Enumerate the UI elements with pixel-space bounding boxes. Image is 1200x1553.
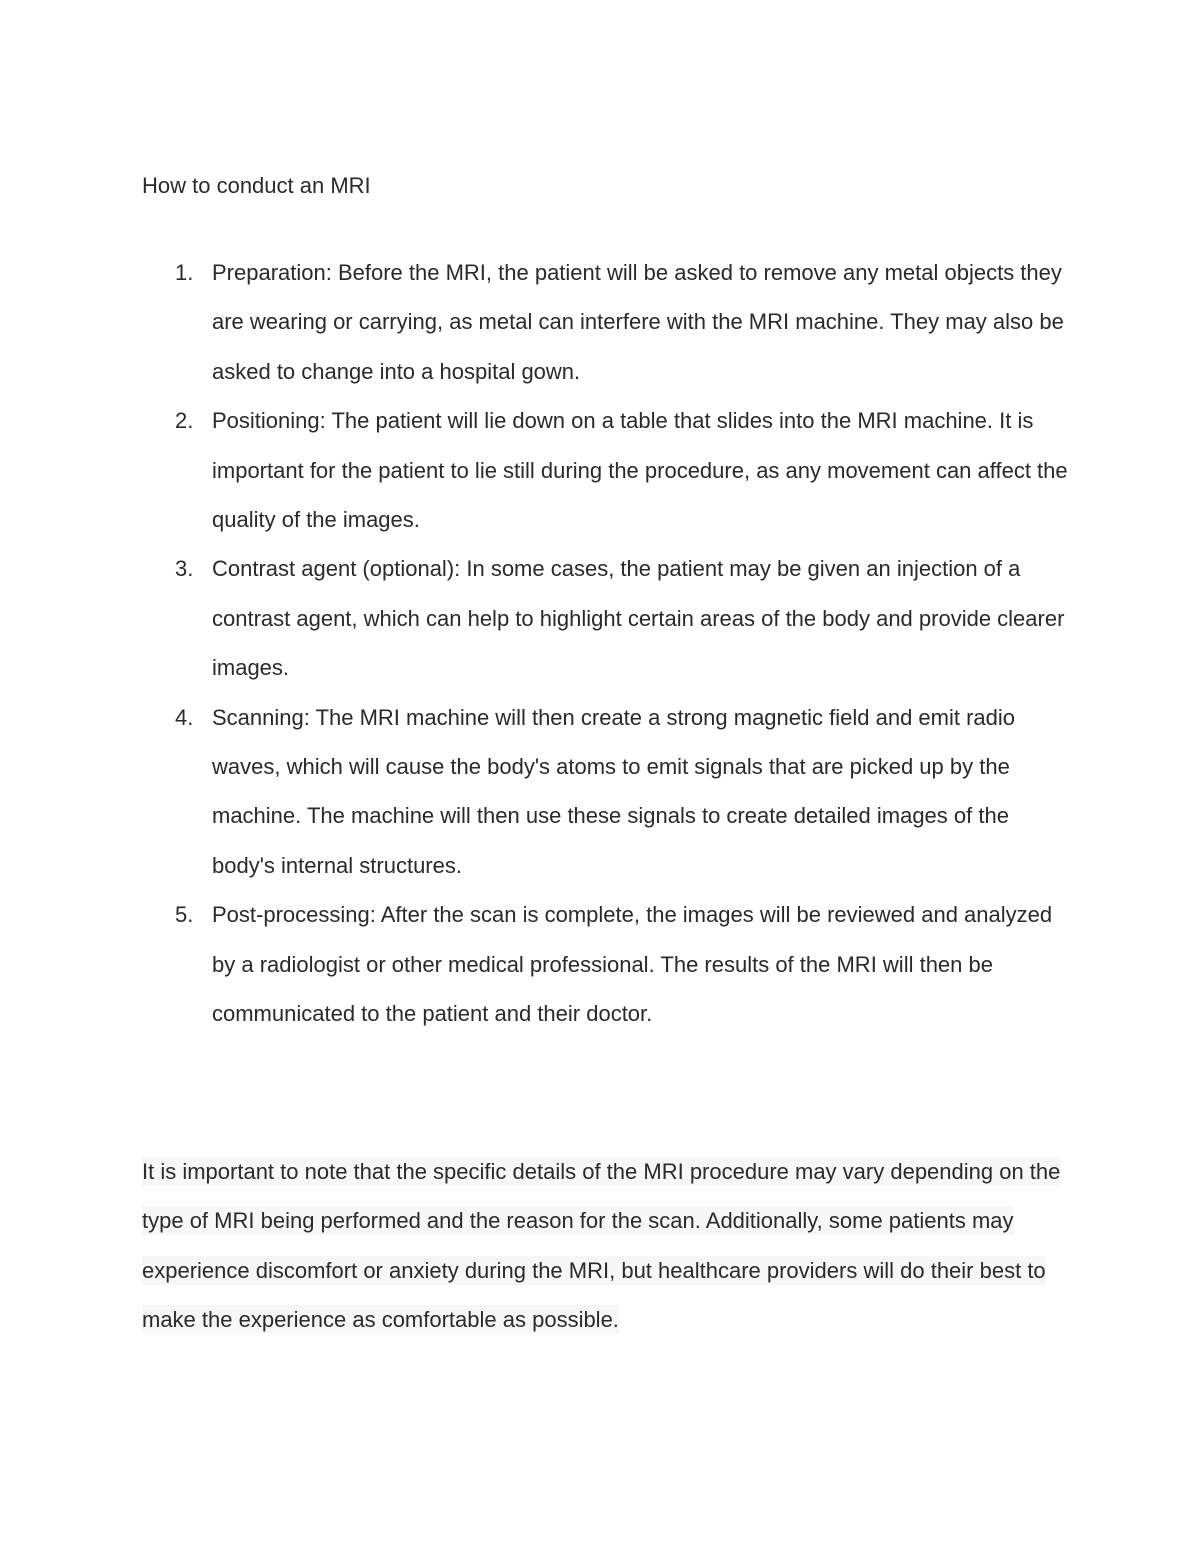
list-item <box>142 890 1072 1038</box>
step-number: 1. <box>175 260 194 285</box>
list-item <box>142 396 1072 544</box>
closing-note-text: It is important to note that the specific details of the MRI procedure may vary depending on the type of MRI being performed and the reason for the scan. Additionally, some patients may experience discomfort or anxiety during the MRI, but healthcare providers will do their best to make the experience as comfortable as possible. <box>142 1159 1061 1333</box>
step-text: Positioning: The patient will lie down on a table that slides into the MRI machine. It is important for the patient to lie still during the procedure, as any movement can affect the quality of the images. <box>212 408 1068 533</box>
list-item <box>142 248 1072 396</box>
step-number: 3. <box>175 556 194 582</box>
steps-list <box>142 248 1072 1039</box>
step-text: Preparation: Before the MRI, the patient will be asked to remove any metal objects they are wearing or carrying, as metal can interfere with the MRI machine. They may also be asked to change into a hospital gown. <box>212 260 1064 384</box>
list-item <box>142 544 1072 692</box>
document-title: How to conduct an MRI <box>142 173 371 198</box>
step-number: 5. <box>175 902 194 928</box>
step-number: 2. <box>175 408 194 434</box>
step-text: Contrast agent (optional): In some cases, the patient may be given an injection of a contrast agent, which can help to highlight certain areas of the body and provide clearer images. <box>212 556 1065 681</box>
closing-note <box>142 1147 1064 1345</box>
step-number: 4. <box>175 704 194 730</box>
step-text: Scanning: The MRI machine will then create a strong magnetic field and emit radio waves, which will cause the body's atoms to emit signals that are picked up by the machine. The machine will then use these signals to create detailed images of the body's internal structures. <box>212 704 1016 878</box>
step-text: Post-processing: After the scan is complete, the images will be reviewed and analyzed by a radiologist or other medical professional. The results of the MRI will then be communicated to the patient and their doctor. <box>212 902 1053 1027</box>
list-item <box>142 693 1072 891</box>
